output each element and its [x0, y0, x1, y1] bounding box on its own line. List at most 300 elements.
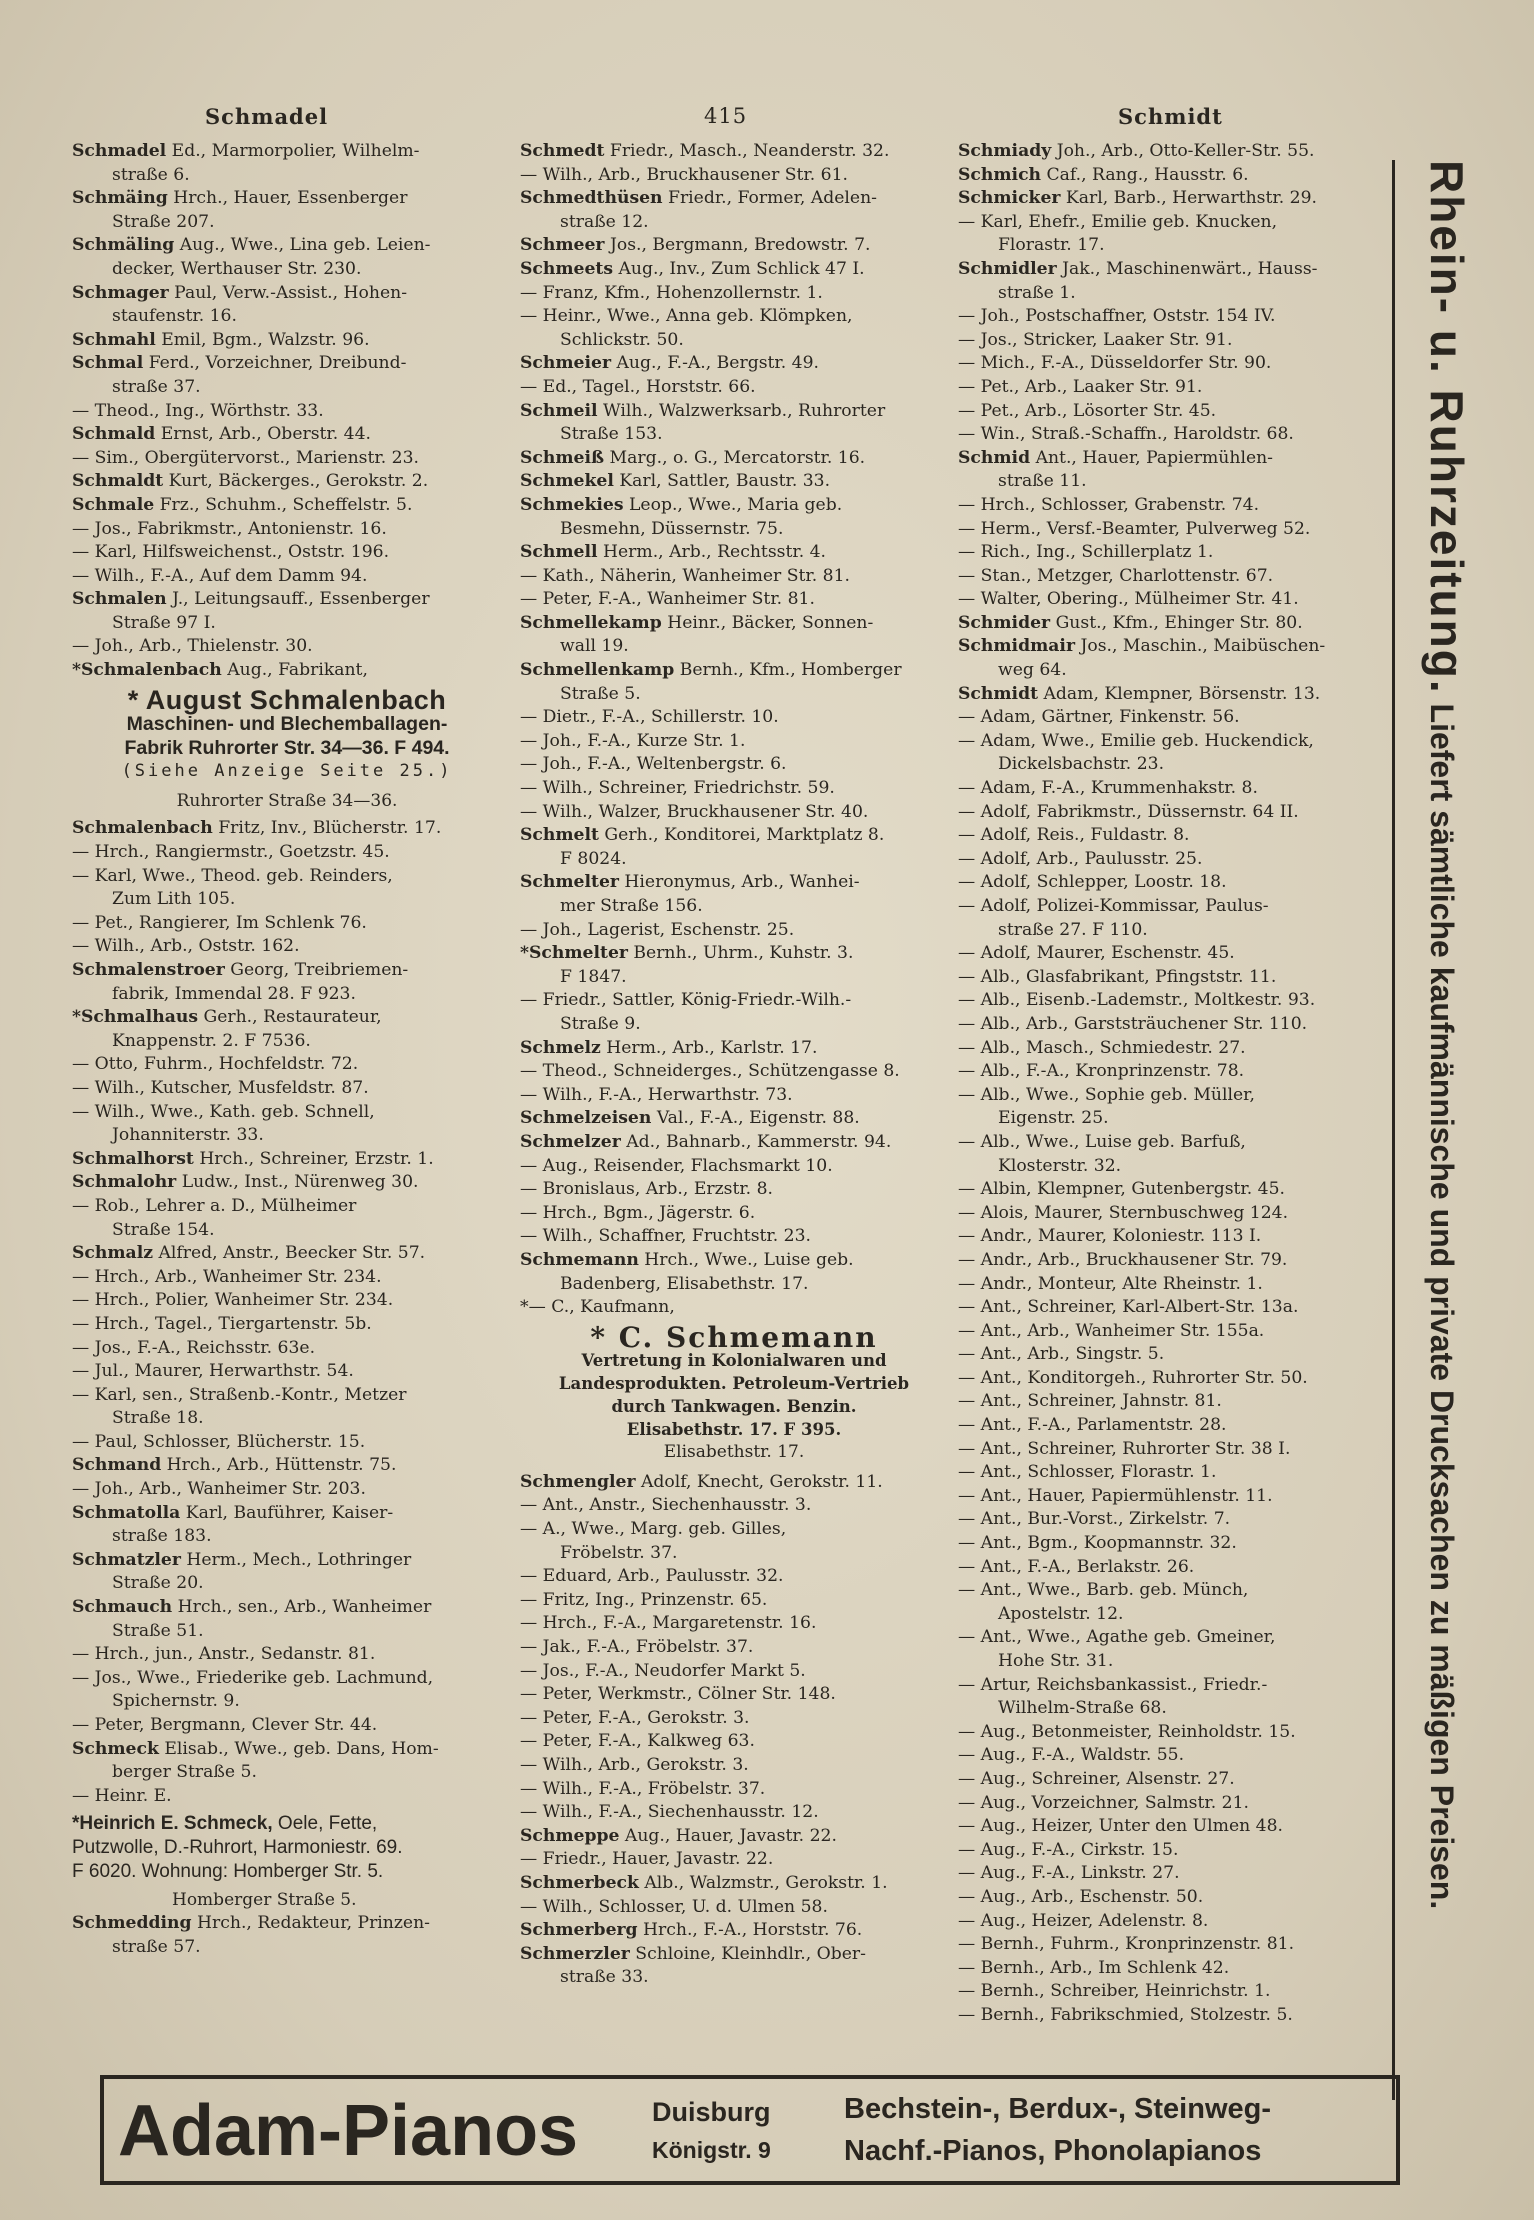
directory-entry: — Franz, Kfm., Hohenzollernstr. 1. — [520, 282, 823, 303]
entry-surname: Schmicker — [958, 188, 1061, 209]
directory-entry: Schmedthüsen Friedr., Former, Adelen- — [520, 188, 877, 209]
entry-surname: Schmiady — [958, 141, 1052, 161]
directory-entry: — Hrch., Tagel., Tiergartenstr. 5b. — [72, 1313, 372, 1334]
directory-entry: straße 37. — [112, 376, 201, 397]
directory-entry: — Jos., F.-A., Reichsstr. 63e. — [72, 1337, 316, 1358]
directory-entry: — Adolf, Schlepper, Loostr. 18. — [958, 872, 1227, 893]
ad-schmalenbach-line2: Fabrik Ruhrorter Str. 34—36. F 494. — [124, 737, 450, 760]
directory-entry: — Hrch., Polier, Wanheimer Str. 234. — [72, 1290, 394, 1311]
entry-surname: Schmerberg — [520, 1920, 638, 1941]
directory-entry: — Alb., Wwe., Luise geb. Barfuß, — [958, 1131, 1246, 1152]
directory-entry: — Wilh., F.-A., Fröbelstr. 37. — [520, 1778, 766, 1799]
directory-entry: F 8024. — [560, 848, 627, 869]
directory-entry: Schmerbeck Alb., Walzmstr., Gerokstr. 1. — [520, 1872, 888, 1893]
directory-entry: Schmauch Hrch., sen., Arb., Wanheimer — [72, 1597, 432, 1618]
ad-schmalenbach-name: * August Schmalenbach — [127, 684, 447, 715]
directory-entry: — Otto, Fuhrm., Hochfeldstr. 72. — [72, 1054, 359, 1075]
directory-entry: — Alois, Maurer, Sternbuschweg 124. — [958, 1202, 1289, 1223]
directory-entry: — Wilh., Schlosser, U. d. Ulmen 58. — [520, 1896, 828, 1917]
directory-entry: — Peter, Bergmann, Clever Str. 44. — [72, 1715, 378, 1735]
directory-entry: — Wilh., Schreiner, Friedrichstr. 59. — [520, 778, 835, 799]
running-head-right: Schmidt — [1118, 104, 1223, 129]
banner-city: Duisburg — [652, 2097, 771, 2127]
directory-entry: Schmemann Hrch., Wwe., Luise geb. — [520, 1249, 854, 1270]
directory-entry: — Pet., Rangierer, Im Schlenk 76. — [72, 912, 367, 933]
directory-entry: F 1847. — [560, 966, 627, 987]
directory-entry: — Dietr., F.-A., Schillerstr. 10. — [520, 707, 779, 728]
directory-entry: Straße 20. — [112, 1573, 204, 1594]
directory-entry: — Rich., Ing., Schillerplatz 1. — [958, 542, 1214, 563]
entry-surname: Schmalz — [72, 1243, 153, 1264]
entry-surname: Schmand — [72, 1455, 162, 1476]
entry-surname: Schmaldt — [72, 471, 164, 492]
ad-schmemann — [520, 1320, 948, 1465]
directory-entry: Zum Lith 105. — [112, 889, 236, 910]
directory-entry: Schmelzer Ad., Bahnarb., Kammerstr. 94. — [520, 1131, 892, 1152]
directory-entry: — Bernh., Fuhrm., Kronprinzenstr. 81. — [958, 1934, 1295, 1955]
directory-entry: — Ant., F.-A., Berlakstr. 26. — [958, 1556, 1195, 1577]
entry-surname: Schmeil — [520, 400, 598, 421]
directory-entry: — Paul, Schlosser, Blücherstr. 15. — [72, 1431, 366, 1452]
directory-entry: — Alb., F.-A., Kronprinzenstr. 78. — [958, 1061, 1245, 1082]
column-1 — [72, 140, 502, 1960]
directory-entry: — Alb., Glasfabrikant, Pfingststr. 11. — [958, 966, 1277, 987]
directory-entry: wall 19. — [560, 636, 629, 657]
directory-entry: — Jos., Stricker, Laaker Str. 91. — [958, 329, 1233, 350]
directory-entry: — Albin, Klempner, Gutenbergstr. 45. — [958, 1179, 1286, 1200]
entries-col2b — [520, 1471, 948, 1990]
directory-entry: fabrik, Immendal 28. F 923. — [112, 983, 356, 1004]
directory-entry: Schmider Gust., Kfm., Ehinger Str. 80. — [958, 612, 1303, 633]
directory-entry: — Ant., Schreiner, Karl-Albert-Str. 13a. — [958, 1297, 1299, 1318]
entry-surname: *Schmalhaus — [72, 1007, 199, 1028]
ad-schmeck-street: Homberger Straße 5. — [172, 1890, 357, 1911]
directory-entry: Fröbelstr. 37. — [560, 1542, 678, 1563]
directory-entry: — Wilh., Wwe., Kath. geb. Schnell, — [72, 1101, 375, 1122]
directory-entry: — Herm., Versf.-Beamter, Pulverweg 52. — [958, 518, 1311, 539]
directory-entry: — Ant., Schreiner, Jahnstr. 81. — [958, 1391, 1222, 1412]
directory-entry: — Friedr., Hauer, Javastr. 22. — [520, 1849, 774, 1870]
directory-entry: — Eduard, Arb., Paulusstr. 32. — [520, 1566, 784, 1587]
directory-entry: Schmalenstroer Georg, Treibriemen- — [72, 960, 409, 980]
directory-entry: Straße 51. — [112, 1620, 204, 1641]
directory-entry: — Adam, Gärtner, Finkenstr. 56. — [958, 707, 1240, 728]
sidebar-thin: Liefert sämtliche kaufmännische und private Drucksachen zu mäßigen Preisen. — [1424, 694, 1460, 1910]
directory-entry: — Aug., Arb., Eschenstr. 50. — [958, 1886, 1204, 1907]
ad-schmalenbach-note: (Siehe Anzeige Seite 25.) — [121, 761, 453, 782]
directory-entry: Schmadel Ed., Marmorpolier, Wilhelm- — [72, 141, 420, 161]
directory-entry: Schmald Ernst, Arb., Oberstr. 44. — [72, 424, 372, 445]
directory-entry: — Adolf, Polizei-Kommissar, Paulus- — [958, 896, 1269, 916]
directory-entry: — Peter, F.-A., Kalkweg 63. — [520, 1731, 755, 1752]
directory-entry: — Pet., Arb., Laaker Str. 91. — [958, 376, 1203, 397]
directory-entry: — Ed., Tagel., Horststr. 66. — [520, 376, 756, 397]
directory-entry: Knappenstr. 2. F 7536. — [112, 1030, 311, 1051]
entry-surname: Schmich — [958, 164, 1042, 185]
entry-surname: Schmengler — [520, 1471, 636, 1492]
ad-schmeck — [72, 1812, 502, 1912]
directory-entry: — Ant., Wwe., Agathe geb. Gmeiner, — [958, 1627, 1276, 1648]
directory-entry: — Aug., Heizer, Adelenstr. 8. — [958, 1910, 1209, 1931]
entry-surname: Schmedthüsen — [520, 188, 663, 209]
ad-schmeck-rest: Oele, Fette, — [272, 1813, 378, 1835]
directory-entry: — Mich., F.-A., Düsseldorfer Str. 90. — [958, 353, 1272, 374]
directory-entry: Schmeppe Aug., Hauer, Javastr. 22. — [520, 1825, 837, 1846]
directory-entry: — Jos., F.-A., Neudorfer Markt 5. — [520, 1660, 806, 1681]
directory-entry: Schmeier Aug., F.-A., Bergstr. 49. — [520, 353, 820, 374]
directory-entry: Schmidmair Jos., Maschin., Maibüschen- — [958, 636, 1326, 657]
directory-entry: weg 64. — [998, 660, 1067, 681]
directory-entry: — Wilh., Walzer, Bruckhausener Str. 40. — [520, 801, 869, 822]
entries-col2a — [520, 140, 948, 1320]
directory-entry: — Wilh., Arb., Oststr. 162. — [72, 936, 300, 957]
directory-entry: — Wilh., Schaffner, Fruchtstr. 23. — [520, 1226, 812, 1247]
entry-surname: Schmager — [72, 282, 169, 303]
directory-entry: Schmal Ferd., Vorzeichner, Dreibund- — [72, 353, 407, 374]
directory-entry: — Peter, Werkmstr., Cölner Str. 148. — [520, 1684, 836, 1705]
entry-surname: Schmäing — [72, 188, 168, 209]
directory-entry: *Schmelter Bernh., Uhrm., Kuhstr. 3. — [520, 943, 854, 964]
directory-entry: — Ant., Arb., Wanheimer Str. 155a. — [958, 1320, 1265, 1341]
entry-surname: Schmald — [72, 424, 156, 445]
directory-entry: Schmeets Aug., Inv., Zum Schlick 47 I. — [520, 258, 865, 279]
directory-entry: — Wilh., F.-A., Auf dem Damm 94. — [72, 565, 368, 586]
page-number: 415 — [704, 104, 748, 128]
directory-entry: decker, Werthauser Str. 230. — [112, 258, 362, 279]
ad-schmemann-street: Elisabethstr. 17. — [663, 1442, 805, 1463]
directory-entry: Schmich Caf., Rang., Hausstr. 6. — [958, 164, 1249, 185]
directory-entry: Spichernstr. 9. — [112, 1691, 240, 1712]
directory-entry: — Jos., Fabrikmstr., Antonienstr. 16. — [72, 518, 387, 539]
directory-entry: Schmid Ant., Hauer, Papiermühlen- — [958, 447, 1273, 468]
ad-schmalenbach-street: Ruhrorter Straße 34—36. — [176, 790, 398, 811]
directory-entry: — Ant., Schlosser, Florastr. 1. — [958, 1462, 1217, 1483]
directory-entry: berger Straße 5. — [112, 1762, 257, 1783]
sidebar-bold: Rhein- u. Ruhrzeitung. — [1421, 160, 1473, 695]
directory-entry: straße 11. — [998, 471, 1087, 492]
directory-entry: — Aug., Betonmeister, Reinholdstr. 15. — [958, 1721, 1296, 1742]
directory-entry: — Aug., Schreiner, Alsenstr. 27. — [958, 1768, 1235, 1789]
entry-surname: Schmider — [958, 612, 1051, 633]
directory-entry: *Schmalhaus Gerh., Restaurateur, — [72, 1007, 382, 1028]
entry-surname: Schmedding — [72, 1913, 192, 1934]
directory-entry: — Rob., Lehrer a. D., Mülheimer — [72, 1195, 357, 1216]
directory-entry: — Adam, Wwe., Emilie geb. Huckendick, — [958, 730, 1314, 751]
directory-entry: Schmeer Jos., Bergmann, Bredowstr. 7. — [520, 235, 871, 256]
entry-surname: Schmalhorst — [72, 1148, 194, 1169]
directory-entry: Schmidler Jak., Maschinenwärt., Hauss- — [958, 258, 1318, 279]
directory-entry: Eigenstr. 25. — [998, 1108, 1109, 1129]
directory-entry: Straße 153. — [560, 424, 663, 445]
entry-surname: Schmelter — [520, 872, 619, 893]
directory-entry: Schmeil Wilh., Walzwerksarb., Ruhrorter — [520, 400, 886, 421]
directory-entry: — Stan., Metzger, Charlottenstr. 67. — [958, 565, 1274, 586]
column-3 — [958, 140, 1390, 2028]
ad-schmemann-line1: Vertretung in Kolonialwaren und — [581, 1351, 887, 1371]
directory-entry: — Peter, F.-A., Wanheimer Str. 81. — [520, 589, 815, 610]
directory-entry: — Joh., Arb., Wanheimer Str. 203. — [72, 1479, 366, 1500]
directory-entry: Schmalen J., Leitungsauff., Essenberger — [72, 589, 430, 610]
directory-entry: Schmäing Hrch., Hauer, Essenberger — [72, 188, 408, 209]
directory-entry: Schmelter Hieronymus, Arb., Wanhei- — [520, 872, 860, 893]
entry-surname: Schmemann — [520, 1249, 639, 1270]
directory-entry: — Wilh., Arb., Bruckhausener Str. 61. — [520, 164, 849, 185]
directory-entry: — Fritz, Ing., Prinzenstr. 65. — [520, 1589, 768, 1610]
entry-surname: Schmeier — [520, 353, 612, 374]
directory-entry: Schmekies Leop., Wwe., Maria geb. — [520, 494, 843, 515]
directory-entry: — Andr., Arb., Bruckhausener Str. 79. — [958, 1249, 1288, 1270]
ad-schmalenbach-line1: Maschinen- und Blechemballagen- — [126, 713, 448, 736]
directory-entry: — Aug., F.-A., Linkstr. 27. — [958, 1863, 1180, 1884]
directory-entry: — Pet., Arb., Lösorter Str. 45. — [958, 400, 1217, 421]
directory-entry: — Heinr. E. — [72, 1785, 172, 1806]
directory-entry: — Hrch., jun., Anstr., Sedanstr. 81. — [72, 1644, 376, 1665]
entry-surname: Schmatolla — [72, 1502, 181, 1523]
directory-entry: straße 12. — [560, 211, 649, 232]
directory-entry: — Ant., Bgm., Koopmannstr. 32. — [958, 1533, 1237, 1554]
entry-surname: Schmeets — [520, 258, 614, 279]
directory-entry: — Jak., F.-A., Fröbelstr. 37. — [520, 1637, 754, 1658]
directory-entry: — Theod., Ing., Wörthstr. 33. — [72, 400, 324, 421]
directory-entry: Johanniterstr. 33. — [112, 1125, 264, 1146]
entry-surname: Schmadel — [72, 141, 167, 161]
ad-schmemann-name: * C. Schmemann — [590, 1320, 878, 1354]
directory-entry: — Adam, F.-A., Krummenhakstr. 8. — [958, 778, 1258, 799]
directory-entry: Hohe Str. 31. — [998, 1651, 1114, 1671]
directory-entry: — Hrch., Rangiermstr., Goetzstr. 45. — [72, 842, 390, 863]
directory-entry: — Friedr., Sattler, König-Friedr.-Wilh.- — [520, 990, 852, 1011]
directory-entry: — Ant., Konditorgeh., Ruhrorter Str. 50. — [958, 1367, 1308, 1388]
banner-address: Königstr. 9 — [652, 2137, 771, 2163]
directory-entry: Schmalenbach Fritz, Inv., Blücherstr. 17. — [72, 818, 442, 839]
banner-line1: Bechstein-, Berdux-, Steinweg- — [844, 2093, 1272, 2125]
directory-entry: Schmalz Alfred, Anstr., Beecker Str. 57. — [72, 1243, 426, 1264]
directory-entry: straße 6. — [112, 164, 190, 185]
directory-entry: — Joh., Lagerist, Eschenstr. 25. — [520, 919, 795, 940]
entry-surname: Schmeer — [520, 235, 605, 256]
directory-entry: Schmelt Gerh., Konditorei, Marktplatz 8. — [520, 825, 885, 846]
entry-surname: Schmekies — [520, 494, 624, 515]
directory-entry: Schmellekamp Heinr., Bäcker, Sonnen- — [520, 612, 874, 633]
directory-entry: — Karl, Wwe., Theod. geb. Reinders, — [72, 865, 393, 886]
directory-entry: — Bernh., Arb., Im Schlenk 42. — [958, 1957, 1230, 1978]
entry-surname: Schmatzler — [72, 1549, 181, 1570]
directory-entry: Florastr. 17. — [998, 235, 1105, 256]
directory-entry: Schmaldt Kurt, Bäckerges., Gerokstr. 2. — [72, 471, 429, 492]
directory-entry: — Ant., Schreiner, Ruhrorter Str. 38 I. — [958, 1438, 1291, 1459]
directory-entry: Schmäling Aug., Wwe., Lina geb. Leien- — [72, 235, 431, 256]
directory-entry: — Peter, F.-A., Gerokstr. 3. — [520, 1707, 750, 1728]
directory-entry: — Hrch., Bgm., Jägerstr. 6. — [520, 1202, 756, 1223]
directory-entry: — Artur, Reichsbankassist., Friedr.- — [958, 1674, 1268, 1695]
entry-surname: Schmidler — [958, 258, 1057, 279]
directory-entry: — Wilh., Arb., Gerokstr. 3. — [520, 1755, 749, 1775]
running-head-left: Schmadel — [205, 104, 329, 129]
directory-entry: Schmelzeisen Val., F.-A., Eigenstr. 88. — [520, 1108, 860, 1129]
directory-entry: — Bernh., Schreiber, Heinrichstr. 1. — [958, 1981, 1271, 2002]
directory-entry: Schmekel Karl, Sattler, Baustr. 33. — [520, 471, 831, 492]
directory-entry: — Hrch., Schlosser, Grabenstr. 74. — [958, 494, 1260, 515]
directory-entry: — Win., Straß.-Schaffn., Haroldstr. 68. — [958, 424, 1294, 445]
directory-entry: — Ant., Wwe., Barb. geb. Münch, — [958, 1580, 1249, 1601]
directory-entry: straße 33. — [560, 1967, 649, 1988]
entry-surname: Schmalenstroer — [72, 960, 225, 980]
directory-entry: Schlickstr. 50. — [560, 329, 684, 350]
entry-surname: Schmerbeck — [520, 1872, 639, 1893]
directory-entry: — Hrch., F.-A., Margaretenstr. 16. — [520, 1613, 817, 1634]
banner-line2: Nachf.-Pianos, Phonolapianos — [844, 2135, 1262, 2167]
directory-entry: Straße 18. — [112, 1408, 204, 1429]
entry-surname: Schmid — [958, 447, 1031, 468]
directory-entry: Schmeck Elisab., Wwe., geb. Dans, Hom- — [72, 1738, 439, 1759]
directory-entry: — Heinr., Wwe., Anna geb. Klömpken, — [520, 306, 853, 327]
directory-entry: Schmerzler Schloine, Kleinhdlr., Ober- — [520, 1943, 866, 1964]
directory-entry: — Adolf, Arb., Paulusstr. 25. — [958, 848, 1203, 869]
directory-entry: Straße 97 I. — [112, 612, 216, 633]
directory-entry: straße 1. — [998, 282, 1076, 303]
entry-surname: Schmidt — [958, 683, 1039, 704]
directory-entry: — Andr., Monteur, Alte Rheinstr. 1. — [958, 1273, 1263, 1294]
directory-entry: — Wilh., Kutscher, Musfeldstr. 87. — [72, 1077, 369, 1098]
banner-brand: Adam-Pianos — [118, 2091, 579, 2171]
directory-entry: Schmelz Herm., Arb., Karlstr. 17. — [520, 1037, 818, 1058]
directory-entry: — Sim., Obergütervorst., Marienstr. 23. — [72, 447, 419, 468]
directory-entry: Schmengler Adolf, Knecht, Gerokstr. 11. — [520, 1471, 883, 1492]
directory-entry: — Alb., Wwe., Sophie geb. Müller, — [958, 1084, 1255, 1105]
directory-entry: — Ant., Anstr., Siechenhausstr. 3. — [520, 1495, 812, 1516]
entry-surname: Schmell — [520, 542, 598, 563]
directory-entry: — Aug., Heizer, Unter den Ulmen 48. — [958, 1816, 1284, 1837]
directory-entry: Wilhelm-Straße 68. — [998, 1698, 1167, 1719]
entry-surname: Schmelzeisen — [520, 1108, 652, 1129]
directory-entry: — A., Wwe., Marg. geb. Gilles, — [520, 1519, 787, 1540]
ad-schmemann-line2: Landesprodukten. Petroleum-Vertrieb — [558, 1374, 910, 1394]
entries-col1a — [72, 140, 502, 683]
entry-surname: Schmäling — [72, 235, 175, 256]
directory-entry: — Ant., Bur.-Vorst., Zirkelstr. 7. — [958, 1509, 1231, 1530]
directory-entry: — Bernh., Fabrikschmied, Stolzestr. 5. — [958, 2004, 1293, 2025]
entry-surname: Schmedt — [520, 141, 605, 161]
ad-schmemann-line4: Elisabethstr. 17. F 395. — [626, 1420, 842, 1440]
directory-entry: — Alb., Masch., Schmiedestr. 27. — [958, 1037, 1246, 1058]
directory-entry: — Adolf, Fabrikmstr., Düssernstr. 64 II. — [958, 801, 1299, 822]
directory-entry: — Joh., F.-A., Weltenbergstr. 6. — [520, 754, 787, 775]
entries-col3 — [958, 140, 1390, 2028]
directory-entry: — Theod., Schneiderges., Schützengasse 8. — [520, 1061, 900, 1082]
sidebar-advert — [1392, 160, 1502, 2100]
directory-entry: Schmiady Joh., Arb., Otto-Keller-Str. 55. — [958, 141, 1315, 161]
directory-entry: Schmell Herm., Arb., Rechtsstr. 4. — [520, 542, 827, 563]
directory-entry: — Ant., F.-A., Parlamentstr. 28. — [958, 1415, 1227, 1436]
entry-surname: Schmelz — [520, 1037, 601, 1058]
directory-entry: *Schmalenbach Aug., Fabrikant, — [72, 660, 368, 681]
directory-entry: — Ant., Hauer, Papiermühlenstr. 11. — [958, 1485, 1273, 1506]
entries-col1c — [72, 1912, 502, 1959]
column-2 — [520, 140, 948, 1990]
directory-entry: straße 57. — [112, 1936, 201, 1957]
directory-entry: Schmager Paul, Verw.-Assist., Hohen- — [72, 282, 407, 303]
directory-entry: Klosterstr. 32. — [998, 1155, 1122, 1176]
entry-surname: Schmekel — [520, 471, 614, 492]
directory-entry: — Joh., Arb., Thielenstr. 30. — [72, 636, 313, 657]
directory-entry: — Wilh., F.-A., Siechenhausstr. 12. — [520, 1802, 819, 1823]
directory-entry: — Joh., Postschaffner, Oststr. 154 IV. — [958, 306, 1276, 327]
directory-entry: Schmedt Friedr., Masch., Neanderstr. 32. — [520, 141, 890, 161]
directory-entry: — Joh., F.-A., Kurze Str. 1. — [520, 730, 746, 751]
banner-adam-pianos — [100, 2075, 1400, 2185]
directory-entry: Schmalohr Ludw., Inst., Nürenweg 30. — [72, 1172, 419, 1193]
entry-surname: Schmelzer — [520, 1131, 621, 1152]
entry-surname: Schmidmair — [958, 636, 1076, 657]
directory-entry: Schmalhorst Hrch., Schreiner, Erzstr. 1. — [72, 1148, 434, 1169]
entry-surname: Schmauch — [72, 1597, 173, 1618]
directory-entry: Schmedding Hrch., Redakteur, Prinzen- — [72, 1913, 430, 1934]
directory-entry: Straße 207. — [112, 211, 215, 232]
directory-entry: — Adolf, Maurer, Eschenstr. 45. — [958, 943, 1235, 964]
entry-surname: Schmellekamp — [520, 612, 662, 633]
directory-entry: Schmerberg Hrch., F.-A., Horststr. 76. — [520, 1920, 863, 1941]
sidebar-text — [1392, 160, 1502, 2100]
directory-entry: Straße 5. — [560, 683, 641, 704]
directory-entry: Schmellenkamp Bernh., Kfm., Homberger — [520, 660, 902, 681]
directory-entry: — Hrch., Arb., Wanheimer Str. 234. — [72, 1266, 382, 1287]
directory-entry: straße 183. — [112, 1526, 212, 1547]
directory-entry: — Alb., Arb., Garststräuchener Str. 110. — [958, 1013, 1308, 1034]
directory-entry: — Bronislaus, Arb., Erzstr. 8. — [520, 1179, 774, 1200]
directory-entry: Schmicker Karl, Barb., Herwarthstr. 29. — [958, 188, 1317, 209]
directory-entry: Badenberg, Elisabethstr. 17. — [560, 1273, 809, 1294]
entry-surname: Schmeiß — [520, 447, 605, 468]
directory-entry: — Walter, Obering., Mülheimer Str. 41. — [958, 589, 1299, 610]
ad-schmeck-line3: F 6020. Wohnung: Homberger Str. 5. — [72, 1861, 384, 1883]
entry-surname: *Schmalenbach — [72, 660, 222, 681]
directory-entry: Besmehn, Düssernstr. 75. — [560, 518, 784, 539]
ad-schmeck-name: *Heinrich E. Schmeck, — [72, 1813, 273, 1835]
directory-entry: Straße 154. — [112, 1219, 215, 1240]
directory-entry: mer Straße 156. — [560, 896, 703, 916]
entry-surname: Schmellenkamp — [520, 660, 675, 681]
entry-surname: Schmahl — [72, 329, 156, 350]
directory-entry: Schmeiß Marg., o. G., Mercatorstr. 16. — [520, 447, 866, 468]
directory-entry: *— C., Kaufmann, — [520, 1297, 675, 1318]
directory-entry: Schmahl Emil, Bgm., Walzstr. 96. — [72, 329, 370, 350]
entry-surname: Schmalen — [72, 589, 167, 610]
ad-schmalenbach — [72, 684, 502, 814]
entry-surname: *Schmelter — [520, 943, 628, 964]
directory-entry: Schmatzler Herm., Mech., Lothringer — [72, 1549, 412, 1570]
entry-surname: Schmalohr — [72, 1172, 177, 1193]
entry-surname: Schmelt — [520, 825, 599, 846]
entry-surname: Schmalenbach — [72, 818, 213, 839]
directory-entry: — Alb., Eisenb.-Lademstr., Moltkestr. 93. — [958, 990, 1316, 1011]
directory-entry: — Jul., Maurer, Herwarthstr. 54. — [72, 1361, 354, 1382]
directory-entry: — Kath., Näherin, Wanheimer Str. 81. — [520, 565, 850, 586]
entry-surname: Schmal — [72, 353, 144, 374]
directory-entry: — Adolf, Reis., Fuldastr. 8. — [958, 825, 1190, 846]
entries-col1b — [72, 817, 502, 1808]
directory-entry: Schmidt Adam, Klempner, Börsenstr. 13. — [958, 683, 1321, 704]
entry-surname: Schmeppe — [520, 1825, 620, 1846]
directory-entry: — Ant., Arb., Singstr. 5. — [958, 1344, 1165, 1365]
directory-entry: Schmand Hrch., Arb., Hüttenstr. 75. — [72, 1455, 397, 1476]
directory-entry: — Andr., Maurer, Koloniestr. 113 I. — [958, 1226, 1262, 1247]
directory-entry: Schmale Frz., Schuhm., Scheffelstr. 5. — [72, 494, 413, 515]
directory-entry: Schmatolla Karl, Bauführer, Kaiser- — [72, 1502, 394, 1523]
directory-entry: Straße 9. — [560, 1013, 641, 1034]
directory-entry: — Wilh., F.-A., Herwarthstr. 73. — [520, 1084, 793, 1105]
directory-entry: straße 27. F 110. — [998, 919, 1148, 940]
entry-surname: Schmerzler — [520, 1943, 630, 1964]
